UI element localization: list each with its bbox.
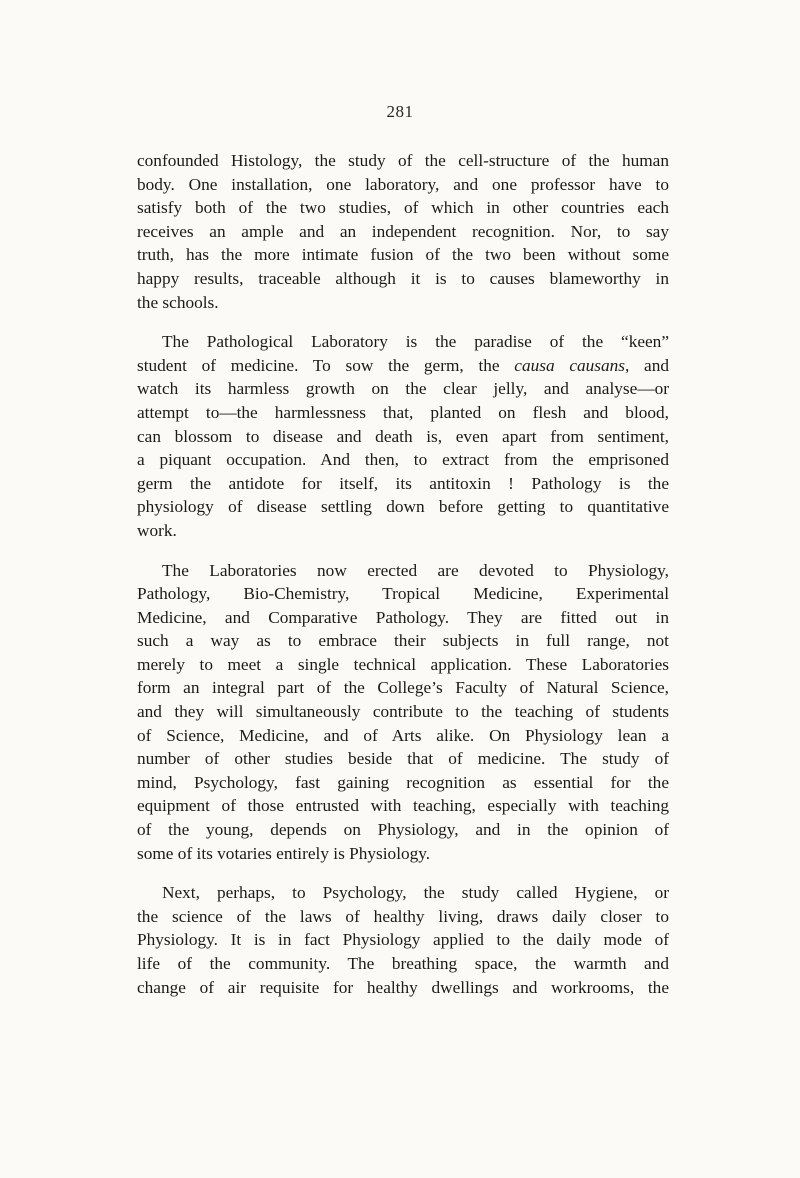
text-line: the schools. [137,292,219,312]
text-line: body. One installation, one laboratory, and one professor have to [137,174,669,194]
text-line: physiology of disease settling down before getting to quantitative [137,497,669,517]
text-segment: , and [625,355,669,375]
text-line: Next, perhaps, to Psychology, the study called Hygiene, or [162,883,669,903]
text-line: the science of the laws of healthy living, draws daily closer to [137,906,669,926]
text-line: merely to meet a single technical application. These Laboratories [137,654,669,674]
text-line: mind, Psychology, fast gaining recognition as essential for the [137,772,669,792]
text-line: The Laboratories now erected are devoted to Physiology, [162,560,669,580]
text-line [137,354,669,378]
text-line: some of its votaries entirely is Physiology. [137,843,431,863]
text-line: truth, has the more intimate fusion of the two been without some [137,245,669,265]
text-line: and they will simultaneously contribute to the teaching of students [137,702,669,722]
text-line: change of air requisite for healthy dwellings and workrooms, the [137,977,669,997]
text-line: equipment of those entrusted with teaching, especially with teaching [137,796,669,816]
text-line: of Science, Medicine, and of Arts alike. On Physiology lean a [137,725,669,745]
paragraph [137,881,669,999]
text-line: Medicine, and Comparative Pathology. They are fitted out in [137,607,669,627]
text-line: watch its harmless growth on the clear jelly, and analyse—or [137,379,669,399]
paragraph [137,559,669,866]
text-line: work. [137,520,177,540]
text-line: can blossom to disease and death is, even apart from sentiment, [137,426,669,446]
text-line: number of other studies beside that of medicine. The study of [137,749,669,769]
paragraph [137,330,669,542]
text-line: such a way as to embrace their subjects in full range, not [137,631,669,651]
text-line: satisfy both of the two studies, of which in other countries each [137,198,669,218]
text-line: Pathology, Bio-Chemistry, Tropical Medicine, Experimental [137,584,669,604]
text-line: The Pathological Laboratory is the paradise of the “keen” [162,332,669,352]
text-segment: student of medicine. To sow the germ, the [137,355,515,375]
page-number: 281 [386,102,414,121]
text-line: receives an ample and an independent recognition. Nor, to say [137,221,669,241]
text-line: of the young, depends on Physiology, and in the opinion of [137,820,669,840]
text-line: a piquant occupation. And then, to extract from the emprisoned [137,450,669,470]
text-line: attempt to—the harmlessness that, planted on flesh and blood, [137,402,669,422]
text-line: life of the community. The breathing space, the warmth and [137,954,669,973]
text-line: confounded Histology, the study of the cell-structure of the human [137,151,669,170]
text-line: form an integral part of the College’s Faculty of Natural Science, [137,678,669,698]
body-text [137,149,669,1015]
paragraph [137,149,669,314]
text-line: happy results, traceable although it is to causes blameworthy in [137,268,669,288]
text-line: Physiology. It is in fact Physiology applied to the daily mode of [137,930,669,950]
italic-phrase: causa causans [514,355,625,375]
text-line: germ the antidote for itself, its antitoxin ! Pathology is the [137,473,669,493]
